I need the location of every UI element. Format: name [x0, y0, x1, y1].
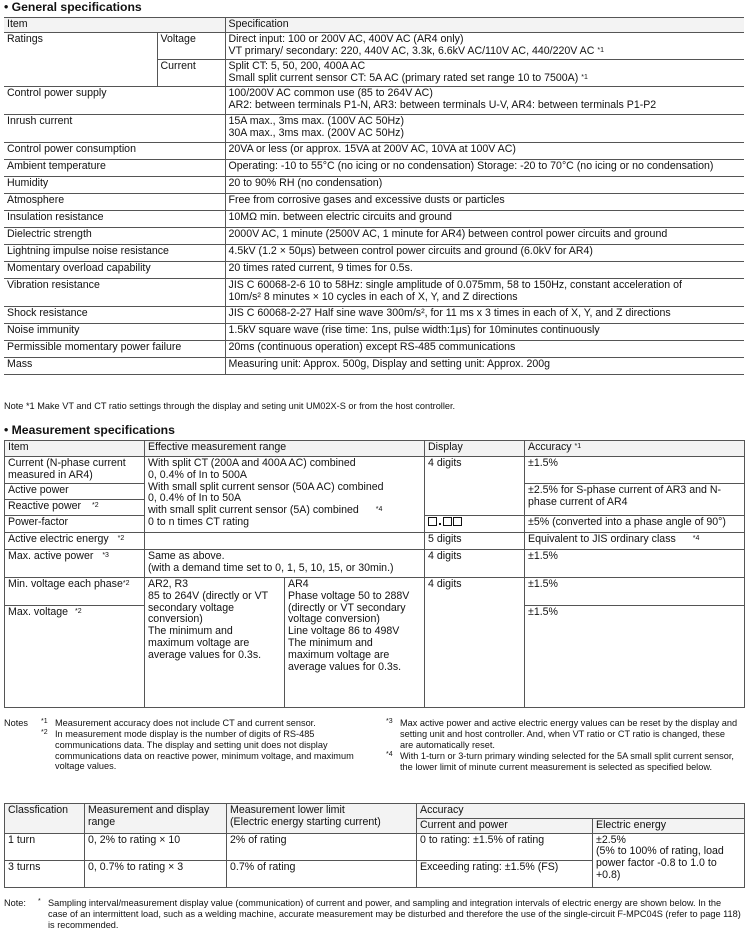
note-marker: *4 [386, 751, 393, 758]
accuracy-current: ±1.5% [525, 457, 745, 484]
table-row [4, 176, 744, 193]
table-row [4, 210, 744, 227]
note-3-marker [386, 718, 400, 729]
table-row [5, 833, 745, 860]
row-spec: 20 times rated current, 9 times for 0.5s. [225, 261, 744, 278]
bottom-note-label: Note: [4, 898, 26, 908]
row-item: Inrush current [4, 114, 225, 142]
row-item: Lightning impulse noise resistance [4, 244, 225, 261]
header-lower-limit: Measurement lower limit (Electric energy starting current) [227, 804, 417, 834]
note-marker: * [38, 898, 41, 905]
header-accuracy-text: Accuracy [528, 441, 572, 453]
note-2-marker [41, 729, 55, 740]
table-row [4, 159, 744, 176]
min-voltage-accuracy: ±1.5% [525, 578, 745, 606]
row-item: Control power supply [4, 86, 225, 114]
range-cell: 0, 2% to rating × 10 [85, 833, 227, 860]
ar23-range: AR2, R3 85 to 264V (directly or VT secondary voltage conversion) The minimum and maximum voltage are average values for 0.3s. [145, 578, 285, 708]
row-item: Noise immunity [4, 323, 225, 340]
table-row [5, 533, 745, 550]
note-marker: *4 [375, 506, 383, 514]
table-row [4, 306, 744, 323]
current-power-cell: 0 to rating: ±1.5% of rating [417, 833, 593, 860]
current-power-cell: Exceeding rating: ±1.5% (FS) [417, 860, 593, 887]
digit-box-icon [453, 517, 462, 526]
row-spec: 1.5kV square wave (rise time: 1ns, pulse width:1μs) for 10minutes continuously [225, 323, 744, 340]
row-item: Momentary overload capability [4, 261, 225, 278]
table-row [4, 114, 744, 142]
measurement-specifications-table [4, 440, 745, 708]
table-header-row [5, 441, 745, 457]
decimal-point-icon [439, 523, 441, 525]
note-marker: *3 [102, 552, 109, 559]
row-item: Mass [4, 357, 225, 374]
range-text-2: With small split current sensor (50A AC) combined 0, 0.4% of In to 50A [148, 480, 384, 505]
table-header-row [4, 18, 744, 33]
header-item: Item [4, 18, 225, 33]
measurement-specifications-title: • Measurement specifications [4, 423, 175, 437]
note-1-marker [41, 718, 55, 729]
table-row [5, 457, 745, 484]
digit-box-icon [428, 517, 437, 526]
range-text-1: With split CT (200A and 400A AC) combined 0, 0.4% of In to 500A [148, 457, 356, 481]
header-measurement-range: Measurement and display range [85, 804, 227, 834]
note-1: Measurement accuracy does not include CT and current sensor. [55, 718, 316, 728]
classification-cell: 1 turn [5, 833, 85, 860]
max-voltage-label: Max. voltage [8, 606, 69, 618]
effective-range-cell [145, 457, 425, 533]
note-marker: *2 [41, 729, 48, 736]
power-factor-item: Power-factor [5, 516, 145, 533]
note-4: With 1-turn or 3-turn primary winding selected for the 5A small split current sensor, the lower limit of minute current measurement is selected as specified below. [400, 751, 734, 772]
table-row [4, 193, 744, 210]
general-note: Note *1 Make VT and CT ratio settings through the display and seting unit UM02X-S or from the host controller. [4, 401, 456, 411]
note-marker: *1 [41, 718, 48, 725]
ar4-range: AR4 Phase voltage 50 to 288V (directly or VT secondary voltage conversion) Line voltage 86 to 498V The minimum and maximum voltage are average values for 0.3s. [285, 578, 425, 708]
electric-energy-cell: ±2.5% (5% to 100% of rating, load power factor -0.8 to 1.0 to +0.8) [593, 833, 745, 887]
note-marker: *1 [574, 443, 582, 450]
row-spec: 20VA or less (or approx. 15VA at 200V AC, 10VA at 100V AC) [225, 142, 744, 159]
energy-accuracy-text: Equivalent to JIS ordinary class [528, 533, 676, 545]
voltage-value [225, 32, 744, 59]
table-row [4, 323, 744, 340]
table-row [4, 86, 744, 114]
row-spec: 10MΩ min. between electric circuits and ground [225, 210, 744, 227]
reactive-power-item [5, 500, 145, 516]
header-classification: Classfication [5, 804, 85, 834]
table-row [4, 32, 744, 59]
note-marker: *1 [597, 46, 604, 54]
current-item: Current (N-phase current measured in AR4) [5, 457, 145, 484]
accuracy-active-reactive: ±2.5% for S-phase current of AR3 and N-phase current of AR4 [525, 484, 745, 516]
accuracy-power-factor: ±5% (converted into a phase angle of 90°) [525, 516, 745, 533]
classification-cell: 3 turns [5, 860, 85, 887]
notes-label: Notes [4, 718, 29, 728]
max-voltage-accuracy: ±1.5% [525, 606, 745, 708]
note-marker: *1 [581, 73, 588, 81]
table-row [4, 142, 744, 159]
table-header-row [5, 804, 745, 819]
note-marker: *3 [386, 718, 393, 725]
classification-table [4, 803, 745, 888]
max-active-display: 4 digits [425, 550, 525, 578]
voltage-label: Voltage [157, 32, 225, 59]
row-spec: Operating: -10 to 55°C (no icing or no condensation) Storage: -20 to 70°C (no icing or no condensation) [225, 159, 744, 176]
table-row [4, 261, 744, 278]
general-specifications-title: • General specifications [4, 0, 142, 14]
row-spec: JIS C 60068-2-27 Half sine wave 300m/s², for 11 ms x 3 times in each of X, Y, and Z directions [225, 306, 744, 323]
row-spec: Free from corrosive gases and excessive dusts or particles [225, 193, 744, 210]
header-current-power: Current and power [417, 818, 593, 833]
table-row [4, 357, 744, 374]
row-spec: 20ms (continuous operation) except RS-485 communications [225, 340, 744, 357]
row-spec: Measuring unit: Approx. 500g, Display and setting unit: Approx. 200g [225, 357, 744, 374]
table-row [4, 244, 744, 261]
lower-limit-cell: 2% of rating [227, 833, 417, 860]
row-spec: 20 to 90% RH (no condensation) [225, 176, 744, 193]
range-text-3-label: with small split current sensor (5A) combined [148, 504, 359, 517]
max-active-range: Same as above. (with a demand time set to 0, 1, 5, 10, 15, or 30min.) [145, 550, 425, 578]
bottom-note-marker [38, 898, 48, 909]
header-electric-energy: Electric energy [593, 818, 745, 833]
row-spec: JIS C 60068-2-6 10 to 58Hz: single amplitude of 0.075mm, 58 to 150Hz, constant acceleration of 10m/s² 8 minutes × 10 cycles in each of X, Y, and Z directions [225, 278, 744, 306]
max-active-item [5, 550, 145, 578]
table-row [5, 550, 745, 578]
general-specifications-table [4, 17, 744, 375]
note-marker: *4 [692, 535, 700, 542]
range-text-4: 0 to n times CT rating [148, 515, 250, 528]
energy-accuracy [525, 533, 745, 550]
energy-display: 5 digits [425, 533, 525, 550]
current-text: Split CT: 5, 50, 200, 400A AC Small split current sensor CT: 5A AC (primary rated set range 10 to 7500A) [228, 59, 579, 84]
reactive-power-label: Reactive power [8, 500, 82, 512]
row-item: Shock resistance [4, 306, 225, 323]
note-marker: *2 [122, 580, 130, 587]
note-marker: *2 [75, 608, 82, 615]
row-item: Dielectric strength [4, 227, 225, 244]
note-2: In measurement mode display is the number of digits of RS-485 communications data. The display and setting unit does not display communications data on reactive power, minimum voltage, and maximum voltage values. [55, 729, 354, 772]
row-item: Ambient temperature [4, 159, 225, 176]
header-range: Effective measurement range [145, 441, 425, 457]
row-spec: 4.5kV (1.2 × 50μs) between control power circuits and ground (6.0kV for AR4) [225, 244, 744, 261]
max-active-label: Max. active power [8, 550, 94, 562]
row-spec: 2000V AC, 1 minute (2500V AC, 1 minute for AR4) between control power circuits and ground [225, 227, 744, 244]
table-row [4, 278, 744, 306]
energy-label: Active electric energy [8, 533, 109, 545]
lower-limit-cell: 0.7% of rating [227, 860, 417, 887]
row-item: Vibration resistance [4, 278, 225, 306]
max-active-accuracy: ±1.5% [525, 550, 745, 578]
digit-box-icon [443, 517, 452, 526]
row-spec: 100/200V AC common use (85 to 264V AC) AR2: between terminals P1-N, AR3: between terminals U-V, AR4: between terminals P1-P2 [225, 86, 744, 114]
table-row [5, 578, 745, 606]
note-marker: *2 [91, 502, 99, 509]
note-3: Max active power and active electric energy values can be reset by the display and setting unit and host controller. And, when VT ratio or CT ratio is changed, these are automatically reset. [400, 718, 738, 750]
header-accuracy [525, 441, 745, 457]
display-4digits: 4 digits [425, 457, 525, 516]
note-4-marker [386, 751, 400, 762]
header-item: Item [5, 441, 145, 457]
row-item: Permissible momentary power failure [4, 340, 225, 357]
header-display: Display [425, 441, 525, 457]
ratings-label: Ratings [4, 32, 157, 86]
table-row [4, 227, 744, 244]
row-item: Insulation resistance [4, 210, 225, 227]
power-factor-display [425, 516, 525, 533]
row-spec: 15A max., 3ms max. (100V AC 50Hz) 30A max., 3ms max. (200V AC 50Hz) [225, 114, 744, 142]
current-label: Current [157, 59, 225, 86]
voltage-display: 4 digits [425, 578, 525, 708]
range-cell: 0, 0.7% to rating × 3 [85, 860, 227, 887]
row-item: Control power consumption [4, 142, 225, 159]
energy-range [145, 533, 425, 550]
energy-item [5, 533, 145, 550]
max-voltage-item [5, 606, 145, 708]
header-accuracy: Accuracy [417, 804, 745, 819]
row-item: Atmosphere [4, 193, 225, 210]
row-item: Humidity [4, 176, 225, 193]
current-value [225, 59, 744, 86]
header-specification: Specification [225, 18, 744, 33]
table-row [4, 340, 744, 357]
voltage-text: Direct input: 100 or 200V AC, 400V AC (AR4 only) VT primary/ secondary: 220, 440V AC, 3.3k, 6.6kV AC/110V AC, 440/220V AC [228, 32, 595, 57]
note-marker: *2 [117, 535, 125, 542]
min-voltage-item [5, 578, 145, 606]
active-power-item: Active power [5, 484, 145, 500]
bottom-note-text: Sampling interval/measurement display value (communication) of current and power, and sampling and integration intervals of electric energy are shown below. In the case of an intermittent load, such as a welding machine, accurate measurement may be disturbed and therefore the use of the single-circuit F-MPC04S (refer to page 118) is recommended. [48, 898, 741, 930]
min-voltage-label: Min. voltage each phase [8, 578, 123, 590]
